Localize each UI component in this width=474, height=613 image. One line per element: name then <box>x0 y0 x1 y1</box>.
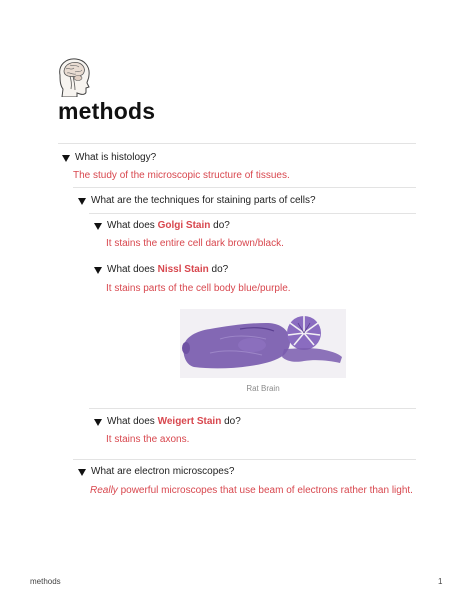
toggle-nissl-stain[interactable] <box>94 264 228 276</box>
triangle-down-icon <box>94 267 102 274</box>
question-text: What are electron microscopes? <box>91 466 235 477</box>
answer-text: It stains the entire cell dark brown/black. <box>106 238 284 249</box>
rat-brain-image <box>180 309 346 378</box>
answer-text: The study of the microscopic structure of tissues. <box>73 170 290 181</box>
answer-rest: powerful microscopes that use beam of electrons rather than light. <box>117 485 413 496</box>
question-prefix: What does <box>107 264 158 275</box>
brain-head-icon <box>52 55 92 97</box>
toggle-golgi-stain[interactable] <box>94 220 230 232</box>
triangle-down-icon <box>78 198 86 205</box>
question-suffix: do? <box>221 416 241 427</box>
toggle-weigert-stain[interactable] <box>94 416 241 428</box>
divider <box>89 213 416 214</box>
answer-text: It stains the axons. <box>106 434 190 445</box>
page-number: 1 <box>438 577 443 586</box>
image-caption: Rat Brain <box>246 384 280 393</box>
question-text: What are the techniques for staining parts of cells? <box>91 195 316 206</box>
divider <box>73 187 416 188</box>
toggle-electron-microscopes[interactable] <box>78 466 234 478</box>
divider <box>73 459 416 460</box>
question-suffix: do? <box>208 264 229 275</box>
toggle-what-is-histology[interactable] <box>62 152 156 164</box>
question-prefix: What does <box>107 416 158 427</box>
triangle-down-icon <box>94 419 102 426</box>
page-title: methods <box>58 98 156 124</box>
title-divider <box>58 143 416 144</box>
stain-name: Weigert Stain <box>157 416 222 427</box>
stain-name: Golgi Stain <box>157 220 211 231</box>
triangle-down-icon <box>78 469 86 476</box>
answer-emphasis: Really <box>90 485 118 496</box>
question-prefix: What does <box>107 220 158 231</box>
stain-name: Nissl Stain <box>157 264 209 275</box>
toggle-staining-techniques[interactable] <box>78 195 316 207</box>
question-text: What is histology? <box>75 152 157 163</box>
answer-text: It stains parts of the cell body blue/purple. <box>106 283 291 294</box>
triangle-down-icon <box>62 155 70 162</box>
footer-title: methods <box>30 577 61 586</box>
divider <box>89 408 416 409</box>
question-suffix: do? <box>210 220 230 231</box>
rat-brain-illustration <box>180 309 346 378</box>
answer-text <box>90 485 413 497</box>
triangle-down-icon <box>94 223 102 230</box>
